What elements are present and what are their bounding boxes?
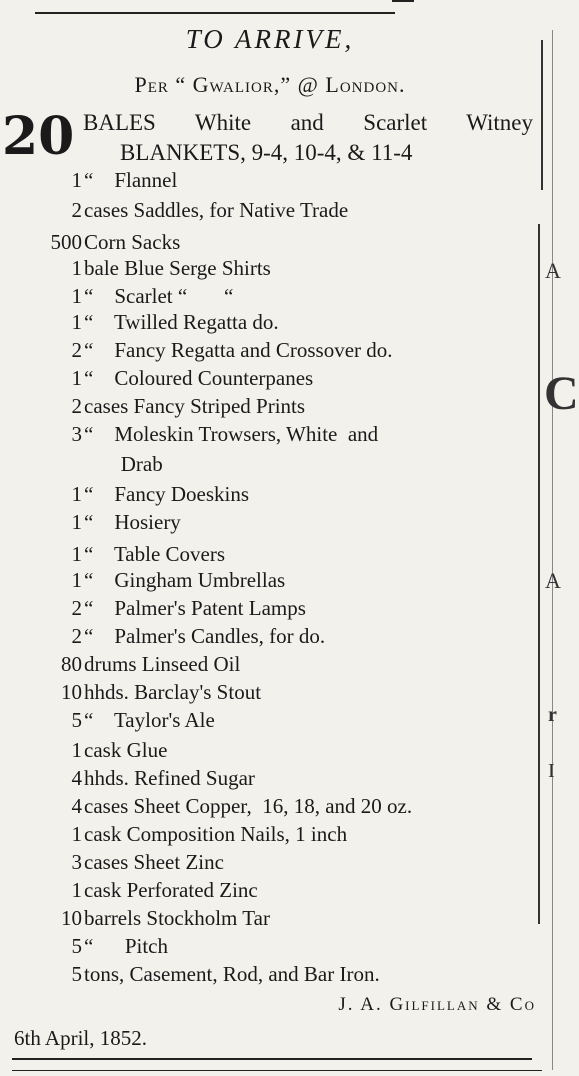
item-description: hhds. Barclay's Stout	[84, 680, 262, 704]
lead-quantity: 20	[2, 106, 75, 167]
list-item	[0, 624, 540, 652]
item-description: cases Sheet Copper, 16, 18, and 20 oz.	[84, 794, 413, 818]
list-item	[0, 850, 540, 878]
item-description: tons, Casement, Rod, and Bar Iron.	[84, 962, 380, 986]
list-item	[0, 310, 540, 338]
item-description: cask Glue	[84, 738, 168, 762]
adjacent-column-fragment: C	[544, 367, 579, 420]
item-quantity: 2	[71, 394, 82, 418]
list-item	[0, 168, 540, 196]
item-description: Drab	[84, 452, 163, 476]
item-quantity: 2	[71, 338, 82, 362]
item-quantity: 1	[71, 738, 82, 762]
list-item	[0, 680, 540, 708]
item-description: drums Linseed Oil	[84, 652, 241, 676]
item-description: “ Flannel	[84, 168, 178, 192]
item-description: “ Twilled Regatta do.	[84, 310, 279, 334]
bottom-rule	[12, 1058, 532, 1060]
list-item	[0, 652, 540, 680]
item-quantity: 3	[71, 422, 82, 446]
item-description: “ Fancy Doeskins	[84, 482, 250, 506]
top-rule	[35, 12, 395, 14]
item-quantity: 1	[71, 168, 82, 192]
item-quantity: 80	[61, 652, 82, 676]
list-item	[0, 708, 540, 736]
top-rule-fragment	[392, 0, 414, 2]
item-quantity: 1	[71, 366, 82, 390]
list-item	[0, 338, 540, 366]
item-description: “ Palmer's Patent Lamps	[84, 596, 306, 620]
item-description: “ Gingham Umbrellas	[84, 568, 286, 592]
list-item	[0, 878, 540, 906]
item-description: hhds. Refined Sugar	[84, 766, 255, 790]
item-description: “ Hosiery	[84, 510, 181, 534]
list-item	[0, 284, 540, 312]
item-description: “ Coloured Counterpanes	[84, 366, 314, 390]
item-description: Corn Sacks	[84, 230, 181, 254]
list-item	[0, 198, 540, 226]
item-description: “ Palmer's Candles, for do.	[84, 624, 326, 648]
item-description: “ Moleskin Trowsers, White and	[84, 422, 379, 446]
item-description: bale Blue Serge Shirts	[84, 256, 271, 280]
item-description: cask Perforated Zinc	[84, 878, 258, 902]
adjacent-column-fragment: I	[548, 760, 555, 782]
item-quantity: 10	[61, 680, 82, 704]
item-quantity: 3	[71, 850, 82, 874]
item-quantity: 1	[71, 482, 82, 506]
item-quantity: 1	[71, 878, 82, 902]
list-item	[0, 422, 540, 450]
column-rule-edge	[552, 30, 553, 1070]
list-item	[0, 394, 540, 422]
list-item	[0, 906, 540, 934]
item-description: cask Composition Nails, 1 inch	[84, 822, 348, 846]
item-description: cases Fancy Striped Prints	[84, 394, 306, 418]
bottom-rule-thin	[12, 1070, 542, 1071]
item-quantity: 500	[50, 230, 82, 254]
list-item	[0, 230, 540, 258]
item-quantity: 4	[71, 794, 82, 818]
item-description: “ Fancy Regatta and Crossover do.	[84, 338, 393, 362]
item-quantity: 1	[71, 822, 82, 846]
item-quantity: 1	[71, 256, 82, 280]
list-item	[0, 452, 540, 480]
item-quantity: 2	[71, 624, 82, 648]
item-quantity: 1	[71, 568, 82, 592]
item-quantity: 1	[71, 510, 82, 534]
item-description: “ Table Covers	[84, 542, 226, 566]
list-item	[0, 366, 540, 394]
merchant-signature: J. A. Gilfillan & Co	[338, 994, 536, 1015]
list-item	[0, 822, 540, 850]
item-quantity: 5	[71, 708, 82, 732]
adjacent-column-fragment: A	[545, 258, 561, 283]
item-quantity: 1	[71, 310, 82, 334]
item-quantity: 4	[71, 766, 82, 790]
list-item	[0, 568, 540, 596]
list-item	[0, 934, 540, 962]
item-quantity: 1	[71, 542, 82, 566]
item-quantity: 1	[71, 284, 82, 308]
list-item	[0, 542, 540, 570]
item-description: barrels Stockholm Tar	[84, 906, 270, 930]
list-item	[0, 738, 540, 766]
ship-line: Per “ Gwalior,” @ London.	[134, 72, 406, 97]
advert-date: 6th April, 1852.	[14, 1026, 148, 1050]
item-description: “ Scarlet “ “	[84, 284, 234, 308]
advert-heading: TO ARRIVE,	[185, 24, 355, 54]
list-item	[0, 596, 540, 624]
list-item	[0, 256, 540, 284]
lead-line-2: BLANKETS, 9-4, 10-4, & 11-4	[120, 140, 413, 165]
item-description: cases Sheet Zinc	[84, 850, 224, 874]
column-rule	[541, 40, 543, 190]
adjacent-column-fragment: A	[545, 568, 561, 593]
list-item	[0, 794, 540, 822]
item-quantity: 5	[71, 934, 82, 958]
item-description: “ Pitch	[84, 934, 168, 958]
item-quantity: 10	[61, 906, 82, 930]
item-description: “ Taylor's Ale	[84, 708, 215, 732]
list-item	[0, 962, 540, 990]
list-item	[0, 510, 540, 538]
list-item	[0, 482, 540, 510]
lead-line-1: BALES White and Scarlet Witney	[83, 110, 533, 135]
item-description: cases Saddles, for Native Trade	[84, 198, 349, 222]
item-quantity: 2	[71, 596, 82, 620]
item-quantity: 2	[71, 198, 82, 222]
list-item	[0, 766, 540, 794]
adjacent-column-fragment: r	[548, 704, 557, 726]
item-quantity: 5	[71, 962, 82, 986]
